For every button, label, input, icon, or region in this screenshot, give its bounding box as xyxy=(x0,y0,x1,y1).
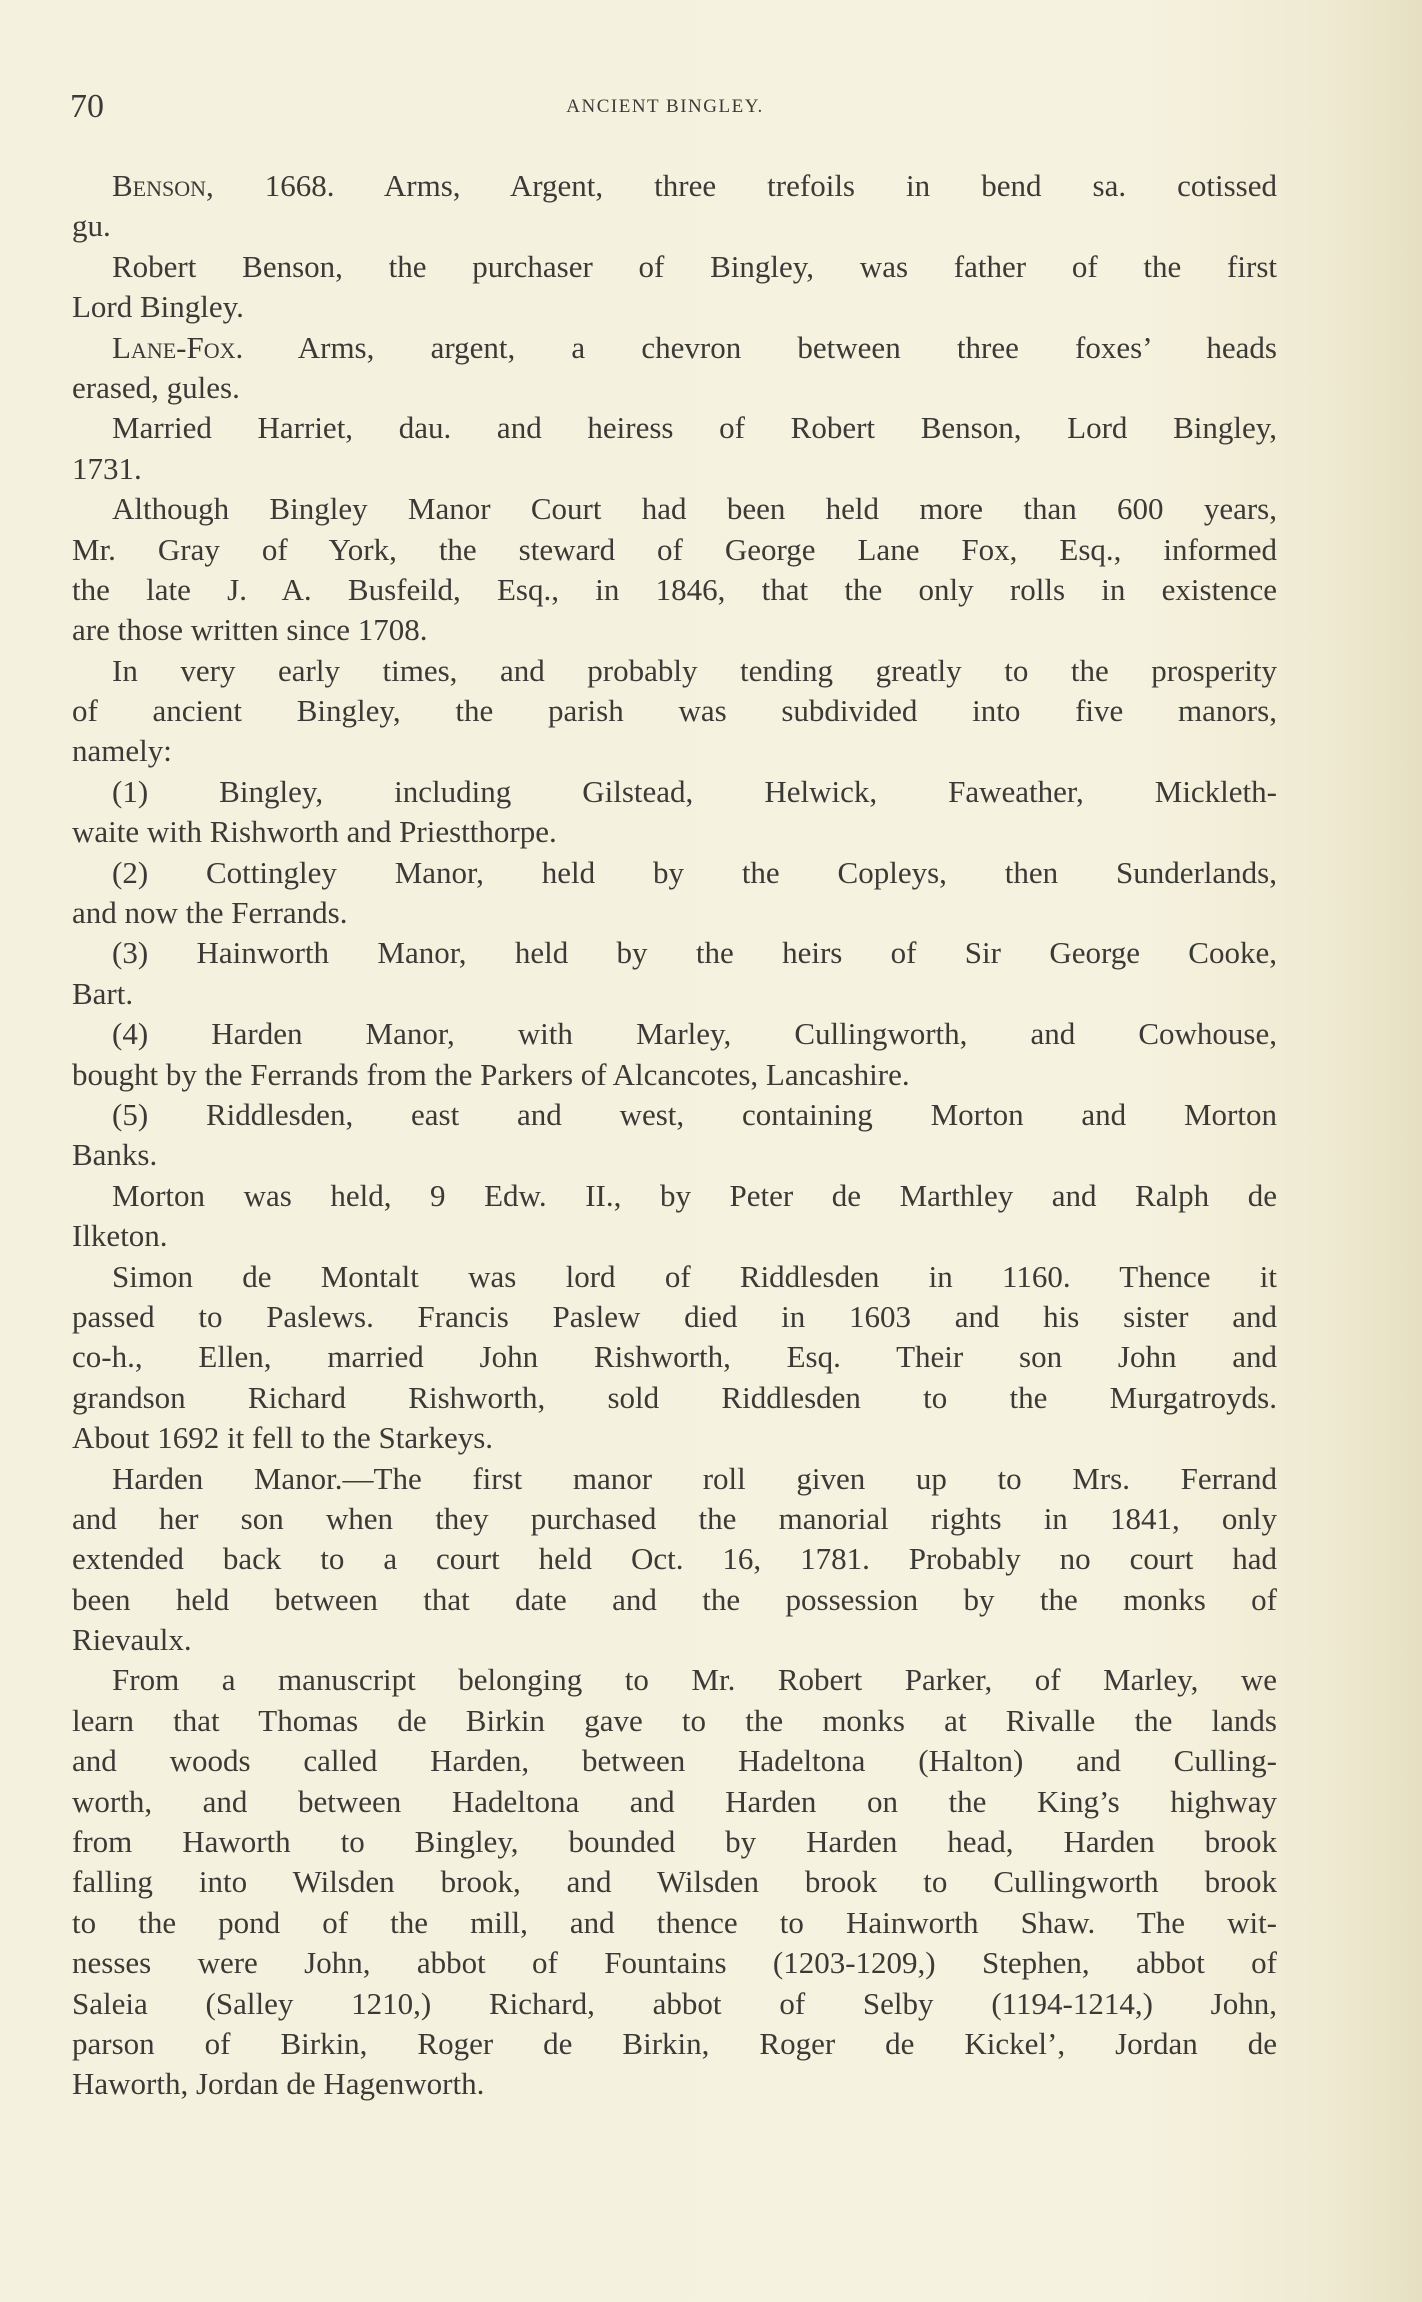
paragraph xyxy=(72,489,1277,651)
paragraph xyxy=(72,328,1277,409)
lead-term: Lane-Fox xyxy=(112,329,236,365)
paragraph xyxy=(72,1176,1277,1257)
text-line: Mr. Gray of York, the steward of George Lane Fox, Esq., informed xyxy=(72,531,1277,567)
text-line: Banks. xyxy=(72,1137,158,1173)
paragraph xyxy=(72,772,1277,853)
paragraph xyxy=(72,853,1277,934)
text-line: from Haworth to Bingley, bounded by Harden head, Harden brook xyxy=(72,1824,1277,1860)
text-line: (2) Cottingley Manor, held by the Copleys, then Sunderlands, xyxy=(112,854,1277,890)
text-line: erased, gules. xyxy=(72,369,240,405)
text-line: bought by the Ferrands from the Parkers of Alcancotes, Lancashire. xyxy=(72,1056,910,1092)
text-line: namely: xyxy=(72,733,172,769)
text-line: been held between that date and the possession by the monks of xyxy=(72,1581,1277,1617)
text-line: and her son when they purchased the manorial rights in 1841, only xyxy=(72,1500,1277,1536)
text-line: (3) Hainworth Manor, held by the heirs of Sir George Cooke, xyxy=(112,935,1277,971)
text-line: extended back to a court held Oct. 16, 1781. Probably no court had xyxy=(72,1541,1277,1577)
paragraph xyxy=(72,1660,1277,2104)
text-line: and now the Ferrands. xyxy=(72,895,348,931)
text-line: In very early times, and probably tending greatly to the prosperity xyxy=(112,652,1277,688)
text-line: Although Bingley Manor Court had been held more than 600 years, xyxy=(112,491,1277,527)
text-line: Lane-Fox. Arms, argent, a chevron between three foxes’ heads xyxy=(112,329,1277,365)
paragraph xyxy=(72,651,1277,772)
paragraph xyxy=(72,1014,1277,1095)
text-line: nesses were John, abbot of Fountains (1203-1209,) Stephen, abbot of xyxy=(72,1945,1277,1981)
text-line: Saleia (Salley 1210,) Richard, abbot of Selby (1194-1214,) John, xyxy=(72,1985,1277,2021)
text-line: Benson, 1668. Arms, Argent, three trefoils in bend sa. cotissed xyxy=(112,168,1277,203)
paragraph xyxy=(72,408,1277,489)
text-line: passed to Paslews. Francis Paslew died in 1603 and his sister and xyxy=(72,1298,1277,1334)
text-line: worth, and between Hadeltona and Harden on the King’s highway xyxy=(72,1783,1277,1819)
paragraph xyxy=(72,1257,1277,1459)
text-line: learn that Thomas de Birkin gave to the monks at Rivalle the lands xyxy=(72,1702,1277,1738)
text-line: and woods called Harden, between Hadeltona (Halton) and Culling- xyxy=(72,1743,1277,1779)
text-line: Haworth, Jordan de Hagenworth. xyxy=(72,2066,485,2102)
text-line: 1731. xyxy=(72,450,142,486)
text-line: About 1692 it fell to the Starkeys. xyxy=(72,1420,494,1456)
text-line: Bart. xyxy=(72,975,134,1011)
text-line: Robert Benson, the purchaser of Bingley, was father of the first xyxy=(112,248,1277,284)
text-line: Married Harriet, dau. and heiress of Robert Benson, Lord Bingley, xyxy=(112,410,1277,446)
lead-term: Benson xyxy=(112,168,207,203)
page-number: 70 xyxy=(70,88,104,125)
text-line: (4) Harden Manor, with Marley, Cullingworth, and Cowhouse, xyxy=(112,1016,1277,1052)
paragraph xyxy=(72,166,1277,247)
text-line: grandson Richard Rishworth, sold Riddlesden to the Murgatroyds. xyxy=(72,1379,1277,1415)
text-line: parson of Birkin, Roger de Birkin, Roger de Kickel’, Jordan de xyxy=(72,2025,1277,2061)
body-text xyxy=(72,166,1277,2105)
text-line: Morton was held, 9 Edw. II., by Peter de Marthley and Ralph de xyxy=(112,1177,1277,1213)
text-line: are those written since 1708. xyxy=(72,612,428,648)
paragraph xyxy=(72,247,1277,328)
text-line: of ancient Bingley, the parish was subdivided into five manors, xyxy=(72,693,1277,729)
text-line: Lord Bingley. xyxy=(72,289,244,325)
text-line: (1) Bingley, including Gilstead, Helwick, Faweather, Mickleth- xyxy=(112,773,1277,809)
text-line: to the pond of the mill, and thence to Hainworth Shaw. The wit- xyxy=(72,1904,1277,1940)
text-line: Simon de Montalt was lord of Riddlesden in 1160. Thence it xyxy=(112,1258,1277,1294)
running-head: ANCIENT BINGLEY. xyxy=(566,96,764,117)
text-line: co-h., Ellen, married John Rishworth, Esq. Their son John and xyxy=(72,1339,1277,1375)
text-line: falling into Wilsden brook, and Wilsden brook to Cullingworth brook xyxy=(72,1864,1277,1900)
text-line: From a manuscript belonging to Mr. Robert Parker, of Marley, we xyxy=(112,1662,1277,1698)
paragraph xyxy=(72,1095,1277,1176)
text-line: Ilketon. xyxy=(72,1218,168,1254)
text-line: waite with Rishworth and Priestthorpe. xyxy=(72,814,557,850)
paragraph xyxy=(72,933,1277,1014)
text-line: gu. xyxy=(72,208,111,244)
text-line: (5) Riddlesden, east and west, containing Morton and Morton xyxy=(112,1096,1277,1132)
text-line: Rievaulx. xyxy=(72,1622,192,1658)
paragraph xyxy=(72,1459,1277,1661)
text-line: Harden Manor.—The first manor roll given up to Mrs. Ferrand xyxy=(112,1460,1277,1496)
text-line: the late J. A. Busfeild, Esq., in 1846, that the only rolls in existence xyxy=(72,571,1277,607)
